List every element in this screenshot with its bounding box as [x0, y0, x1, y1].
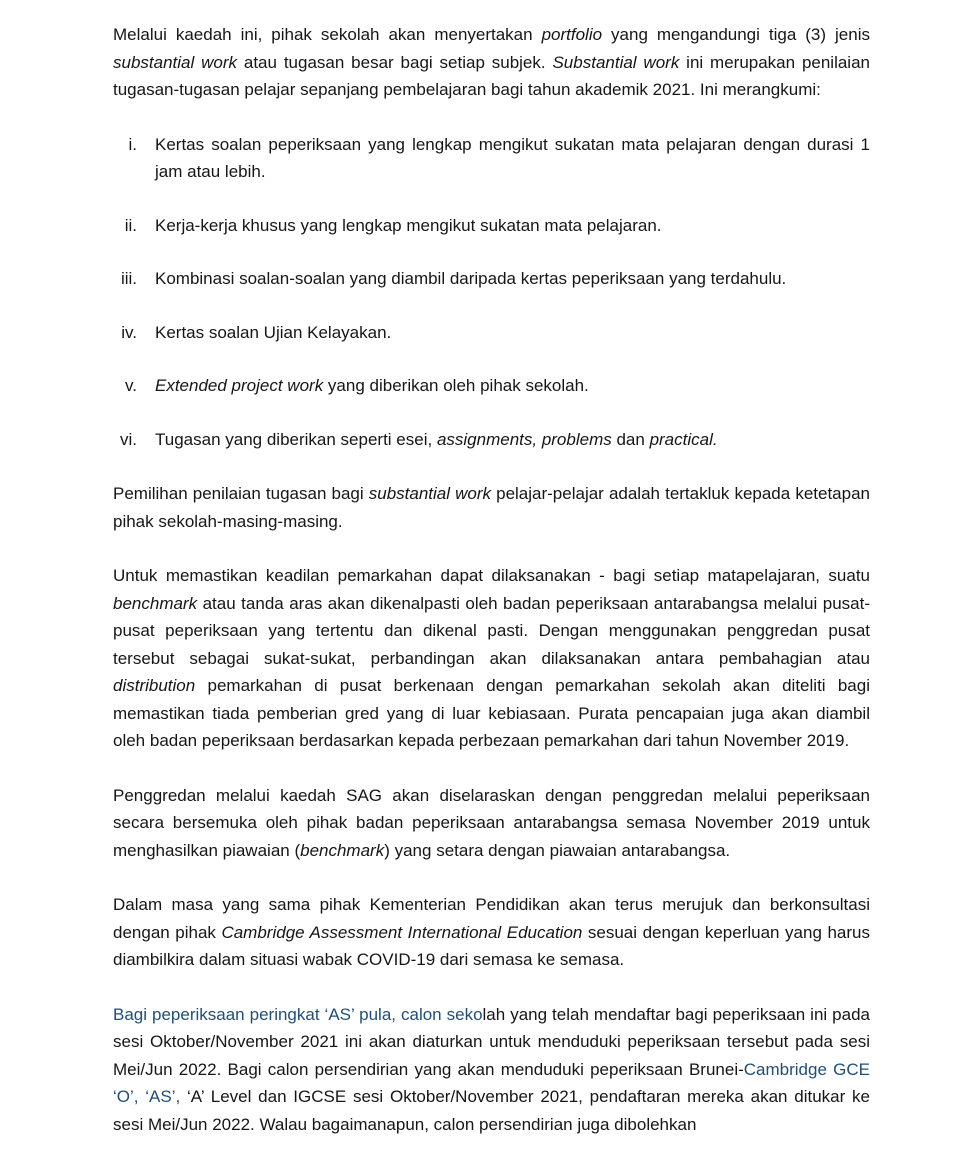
list-item-text	[155, 372, 870, 400]
text-run-italic: benchmark	[113, 593, 198, 613]
list-item	[113, 372, 870, 400]
text-run: sesuai dengan keperluan yang harus diambilkira dalam situasi wabak COVID-19 dari semasa ke semasa.	[113, 922, 870, 969]
list-item-text	[155, 131, 870, 186]
text-run-blue: Cambridge GCE ‘O’, ‘AS’,	[113, 1059, 870, 1106]
list-item-text	[155, 319, 870, 347]
text-run: Dalam masa yang sama pihak Kementerian Pendidikan akan terus merujuk dan berkonsultasi dengan pihak	[113, 895, 870, 942]
text-run: dan	[611, 429, 650, 449]
list-item	[113, 319, 870, 347]
text-run-italic: Extended project work	[155, 376, 324, 395]
text-run-italic: portfolio	[541, 25, 603, 44]
text-run-italic: Cambridge Assessment International Education	[221, 922, 583, 942]
list-item	[113, 265, 870, 293]
text-run-blue: Bagi peperiksaan peringkat ‘AS’ pula, calon seko	[113, 1004, 483, 1024]
text-run: ‘A’ Level dan IGCSE sesi Oktober/November 2021, pendaftaran mereka akan ditukar ke sesi Mei/Jun 2022. Walau bagaimanapun, calon persendirian juga dibolehkan	[113, 1087, 870, 1134]
text-run: ) yang setara dengan piawaian antarabangsa.	[384, 840, 731, 860]
list-item-marker: v.	[125, 376, 137, 395]
text-run: Kertas soalan Ujian Kelayakan.	[155, 322, 392, 342]
list-item-marker: iii.	[120, 269, 137, 288]
list-item	[113, 131, 870, 186]
list-item-marker: i.	[128, 134, 137, 154]
list-item-marker: iv.	[121, 322, 137, 342]
text-run: Pemilihan penilaian tugasan bagi	[113, 484, 369, 503]
list-item-text	[155, 265, 870, 293]
paragraph	[113, 480, 870, 535]
text-run-italic: practical.	[649, 429, 718, 449]
text-run: atau tanda aras akan dikenalpasti oleh badan peperiksaan antarabangsa melalui pusat-pusat peperiksaan yang tertentu dan dikenal pasti. Dengan menggunakan penggredan pusat tersebut sebagai sukat-sukat, perbandingan akan dilaksanakan antara pembahagian atau	[113, 593, 870, 668]
text-run-italic: Substantial work	[552, 52, 680, 72]
text-run: pemarkahan di pusat berkenaan dengan pemarkahan sekolah akan diteliti bagi memastikan tiada pemberian gred yang di luar kebiasaan. Purata pencapaian juga akan diambil oleh badan peperiksaan berdasarkan kepada perbezaan pemarkahan dari tahun November 2019.	[113, 676, 870, 750]
text-run-italic: assignments, problems	[436, 429, 612, 449]
text-run-italic: distribution	[113, 676, 196, 695]
list-item-marker: ii.	[124, 215, 137, 235]
document-content	[113, 21, 870, 1138]
text-run: pelajar-pelajar adalah tertakluk kepada ketetapan pihak sekolah-masing-masing.	[113, 484, 870, 531]
text-run: lah yang telah mendaftar bagi peperiksaan ini pada sesi Oktober/November 2021 ini akan diaturkan untuk menduduki peperiksaan tersebut pada sesi Mei/Jun 2022. Bagi calon persendirian yang akan menduduki peperiksaan Brunei-	[113, 1004, 870, 1079]
text-run: Untuk memastikan keadilan pemarkahan dapat dilaksanakan - bagi setiap matapelajaran, suatu	[113, 566, 870, 585]
list-item-text	[155, 426, 870, 454]
paragraph	[113, 1001, 870, 1139]
paragraph	[113, 782, 870, 865]
text-run-italic: benchmark	[300, 840, 385, 860]
text-run: Kombinasi soalan-soalan yang diambil daripada kertas peperiksaan yang terdahulu.	[155, 269, 787, 288]
text-run: Penggredan melalui kaedah SAG akan diselaraskan dengan penggredan melalui peperiksaan secara bersemuka oleh pihak badan peperiksaan antarabangsa semasa November 2019 untuk menghasilkan piawaian (	[113, 785, 870, 860]
text-run-italic: substantial work	[113, 52, 238, 72]
text-run: Melalui kaedah ini, pihak sekolah akan menyertakan	[113, 25, 542, 44]
text-run: yang diberikan oleh pihak sekolah.	[323, 376, 589, 395]
roman-numeral-list	[113, 131, 870, 454]
text-run: yang mengandungi tiga (3) jenis	[602, 25, 870, 44]
text-run: ini merupakan penilaian tugasan-tugasan pelajar sepanjang pembelajaran bagi tahun akademik 2021. Ini merangkumi:	[113, 52, 870, 99]
paragraph	[113, 562, 870, 755]
paragraph	[113, 891, 870, 974]
paragraph	[113, 21, 870, 104]
list-item-marker: vi.	[120, 429, 137, 449]
list-item-text	[155, 212, 870, 240]
text-run: Kerja-kerja khusus yang lengkap mengikut sukatan mata pelajaran.	[155, 215, 662, 235]
list-item	[113, 426, 870, 454]
text-run: Kertas soalan peperiksaan yang lengkap mengikut sukatan mata pelajaran dengan durasi 1 jam atau lebih.	[155, 134, 870, 181]
list-item	[113, 212, 870, 240]
text-run: atau tugasan besar bagi setiap subjek.	[237, 52, 553, 72]
text-run-italic: substantial work	[368, 484, 492, 503]
text-run: Tugasan yang diberikan seperti esei,	[155, 429, 437, 449]
